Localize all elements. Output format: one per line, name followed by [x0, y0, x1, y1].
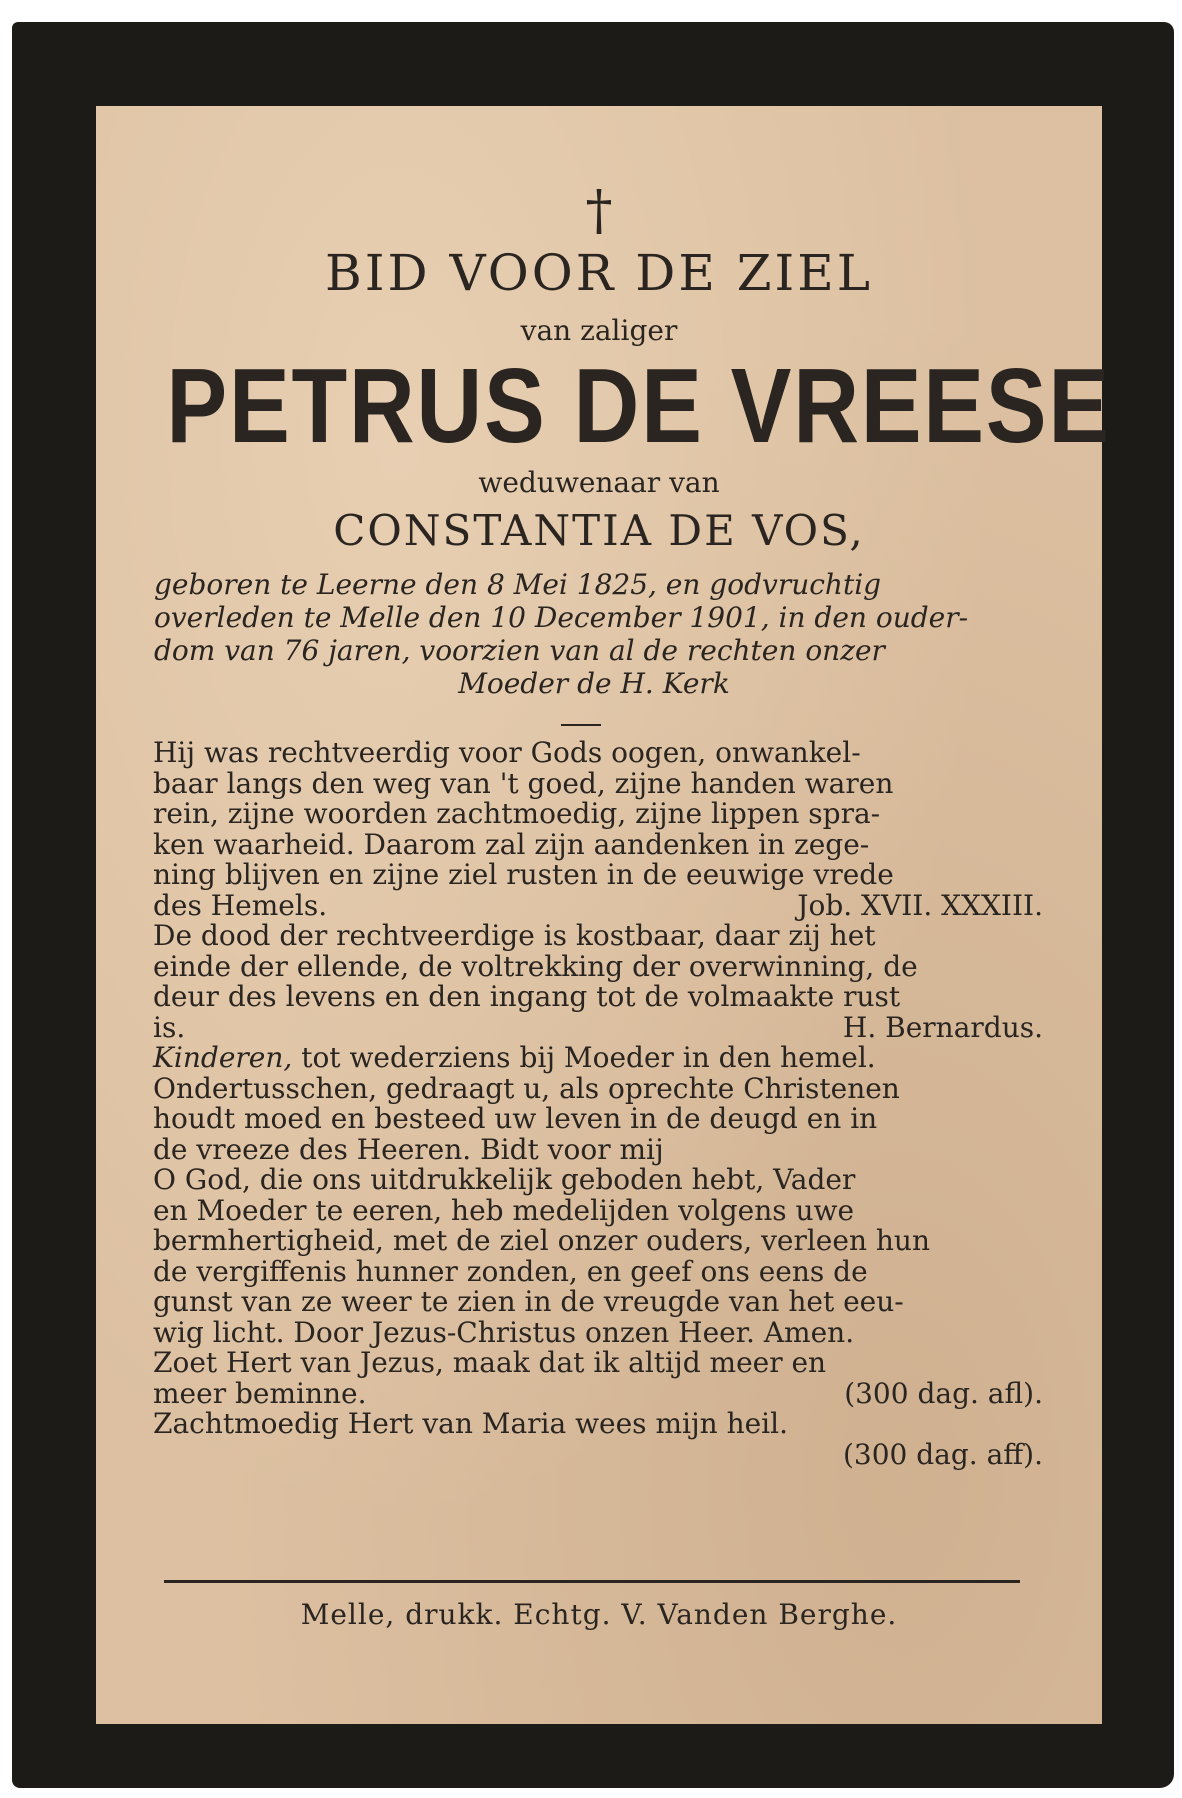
text-line: [153, 1376, 1043, 1410]
text-line: [153, 982, 1043, 1013]
text-line-main: baar langs den weg van 't goed, zijne handen waren: [153, 766, 894, 800]
text-line-main: is.: [153, 1010, 186, 1044]
biography: [154, 568, 1034, 700]
paper-area: [96, 106, 1111, 1724]
text-line-main: Zoet Hert van Jezus, maak dat ik altijd meer en: [153, 1346, 827, 1379]
bio-line: overleden te Melle den 10 December 1901, in den ouder-: [154, 601, 969, 634]
text-line-main: Kinderen, tot wederziens bij Moeder in den hemel.: [153, 1041, 876, 1074]
text-line: [153, 1287, 1043, 1318]
spouse-name: CONSTANTIA DE VOS,: [333, 506, 865, 555]
bio-line: geboren te Leerne den 8 Mei 1825, en godvruchtig: [154, 568, 882, 601]
prayer-text: [153, 738, 1043, 1470]
memorial-card: [12, 22, 1174, 1788]
text-line: [153, 738, 1043, 769]
cross-icon: †: [585, 179, 613, 242]
text-line-main: rein, zijne woorden zachtmoedig, zijne lippen spra-: [153, 797, 881, 830]
text-line-main: Ondertusschen, gedraagt u, als oprechte Christenen: [153, 1071, 900, 1105]
text-line: [153, 860, 1043, 891]
widower-of: weduwenaar van: [478, 466, 720, 499]
text-line-main: De dood der rechtveerdige is kostbaar, daar zij het: [153, 919, 876, 952]
text-line-main: houdt moed en besteed uw leven in de deugd en in: [153, 1102, 878, 1135]
text-line-main: wig licht. Door Jezus-Christus onzen Heer. Amen.: [153, 1315, 855, 1349]
text-line-main: Zachtmoedig Hert van Maria wees mijn heil.: [153, 1407, 788, 1440]
text-line-main: ning blijven en zijne ziel rusten in de eeuwige vrede: [153, 858, 894, 891]
text-line: [153, 799, 1043, 830]
text-line: [153, 1132, 1043, 1166]
text-line: [153, 1348, 1043, 1379]
text-line: [153, 1165, 1043, 1196]
text-line: [153, 1071, 1043, 1105]
text-line: [153, 1010, 1043, 1044]
bio-line: dom van 76 jaren, voorzien van al de rechten onzer: [154, 634, 885, 667]
text-line-reference: H. Bernardus.: [842, 1010, 1043, 1044]
text-line: [153, 1409, 1043, 1440]
text-line-main: bermhertigheid, met de ziel onzer ouders, verleen hun: [153, 1224, 930, 1257]
prayer-heading: BID VOOR DE ZIEL: [325, 244, 873, 302]
text-line: [153, 888, 1043, 922]
text-line: [153, 766, 1043, 800]
text-line-main: en Moeder te eeren, heb medelijden volgens uwe: [153, 1193, 855, 1227]
text-line-main: de vreeze des Heeren. Bidt voor mij: [153, 1132, 664, 1166]
text-line-reference: (300 dag. aff).: [842, 1437, 1043, 1471]
text-line-main: O God, die ons uitdrukkelijk geboden hebt, Vader: [153, 1163, 856, 1196]
text-line: [153, 1315, 1043, 1349]
bio-line: Moeder de H. Kerk: [458, 667, 730, 700]
text-line: [153, 1254, 1043, 1288]
text-line-main: des Hemels.: [153, 888, 328, 922]
text-line-main: einde der ellende, de voltrekking der overwinning, de: [153, 949, 918, 983]
text-line-main: deur des levens en den ingang tot de volmaakte rust: [153, 980, 901, 1013]
text-line: [153, 921, 1043, 952]
text-line: [153, 1193, 1043, 1227]
text-line-main: Hij was rechtveerdig voor Gods oogen, onwankel-: [153, 736, 861, 769]
text-line: [153, 1043, 1043, 1074]
text-line-reference: (300 dag. afl).: [844, 1376, 1043, 1410]
text-line: [153, 1104, 1043, 1135]
text-line: [153, 1437, 1043, 1471]
van-zaliger: van zaliger: [520, 314, 678, 347]
printer-credit: Melle, drukk. Echtg. V. Vanden Berghe.: [300, 1598, 898, 1631]
text-line-main: meer beminne.: [153, 1376, 367, 1410]
text-line-main: ken waarheid. Daarom zal zijn aandenken in zege-: [153, 827, 870, 861]
text-line: [153, 949, 1043, 983]
deceased-name: PETRUS DE VREESE: [166, 347, 1111, 465]
text-line: [153, 827, 1043, 861]
text-line-main: de vergiffenis hunner zonden, en geef ons eens de: [153, 1254, 868, 1288]
text-line-main: gunst van ze weer te zien in de vreugde van het eeu-: [153, 1285, 904, 1318]
footer-rule: [164, 1580, 1020, 1583]
text-line-reference: Job. XVII. XXXIII.: [797, 888, 1043, 922]
text-line: [153, 1226, 1043, 1257]
separator-dash: [561, 724, 601, 726]
